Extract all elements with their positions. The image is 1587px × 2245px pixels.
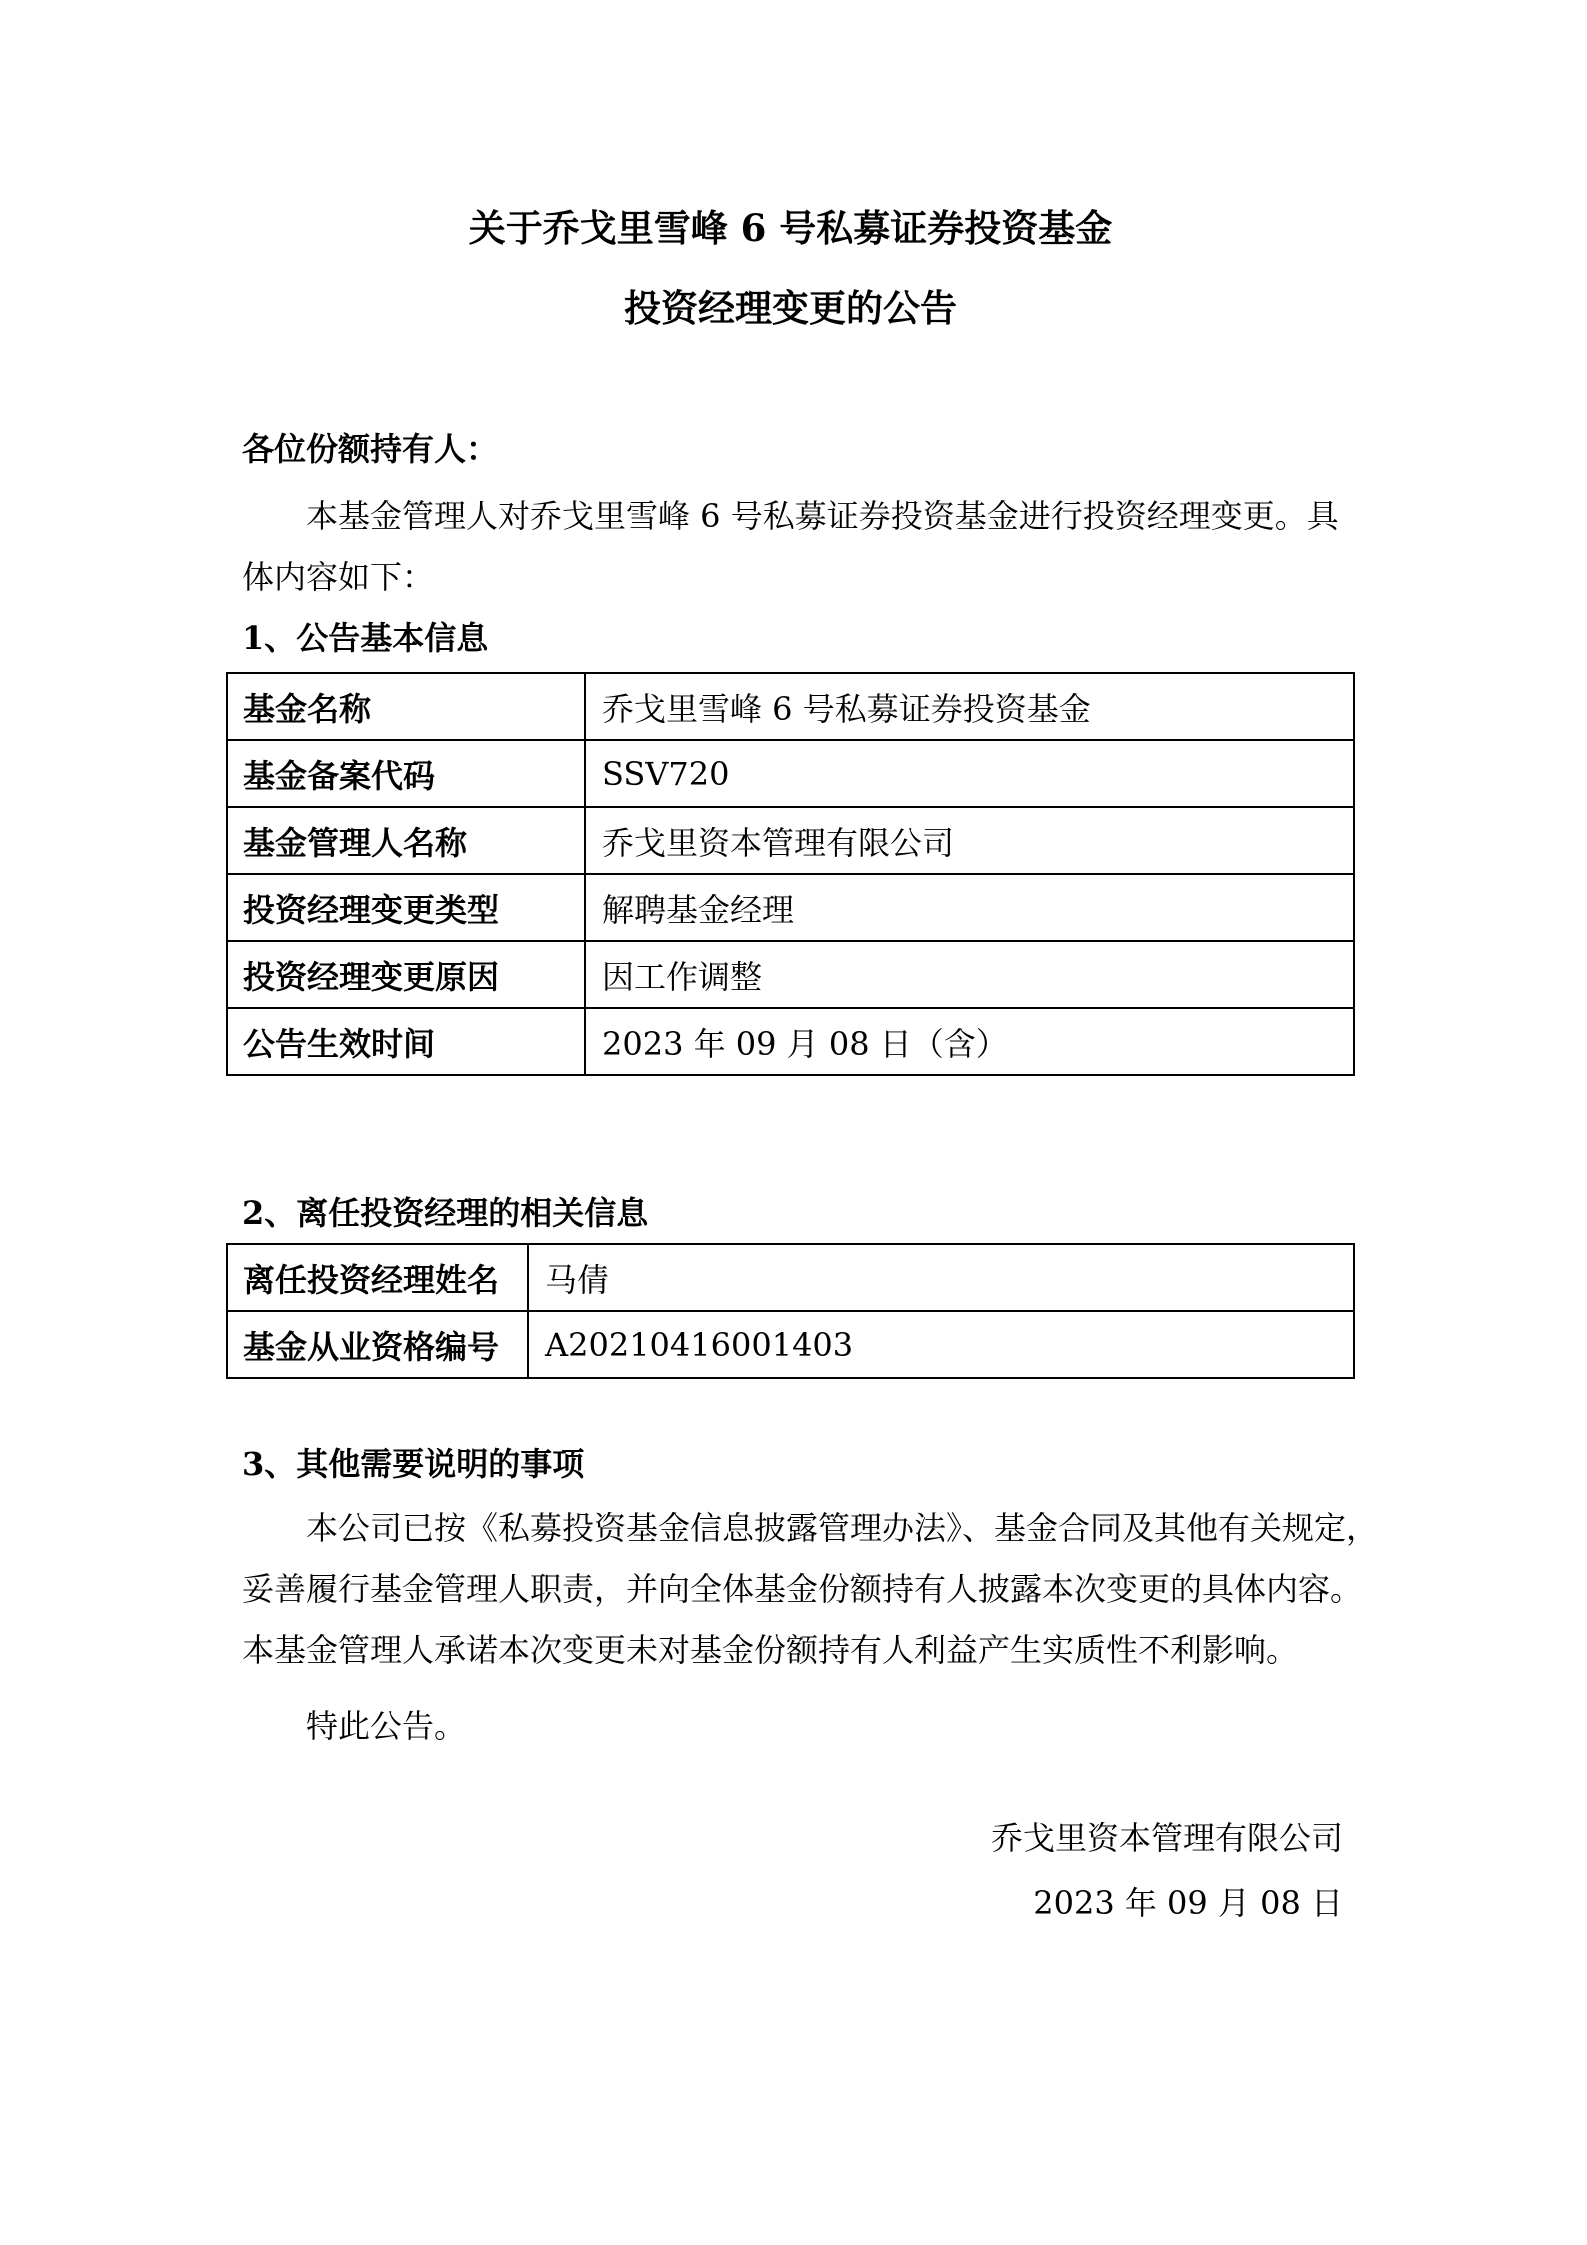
section-3-line-1: 本公司已按《私募投资基金信息披露管理办法》、基金合同及其他有关规定， <box>306 1509 1379 1547</box>
row-label-fund-name: 基金名称 <box>227 673 585 740</box>
intro-line-1: 本基金管理人对乔戈里雪峰 6 号私募证券投资基金进行投资经理变更。具 <box>306 497 1339 535</box>
document-title-line-2: 投资经理变更的公告 <box>624 286 957 330</box>
intro-line-2: 体内容如下： <box>242 558 435 596</box>
row-label-change-type: 投资经理变更类型 <box>227 874 585 941</box>
table-row <box>227 1244 1354 1311</box>
departing-manager-table <box>226 1243 1355 1379</box>
salutation: 各位份额持有人： <box>242 430 499 468</box>
table-row <box>227 874 1354 941</box>
section-2-heading: 2、离任投资经理的相关信息 <box>242 1194 649 1232</box>
row-value-qualification-number: A20210416001403 <box>528 1311 1354 1378</box>
row-value-filing-code: SSV720 <box>585 740 1354 807</box>
table-row <box>227 673 1354 740</box>
signature-company: 乔戈里资本管理有限公司 <box>990 1819 1343 1857</box>
row-value-change-reason: 因工作调整 <box>585 941 1354 1008</box>
closing-statement: 特此公告。 <box>306 1707 467 1745</box>
row-label-departing-manager-name: 离任投资经理姓名 <box>227 1244 528 1311</box>
row-value-departing-manager-name: 马倩 <box>528 1244 1354 1311</box>
section-3-paragraph <box>226 1498 1379 1681</box>
row-value-manager-name: 乔戈里资本管理有限公司 <box>585 807 1354 874</box>
table-row <box>227 807 1354 874</box>
row-value-fund-name: 乔戈里雪峰 6 号私募证券投资基金 <box>585 673 1354 740</box>
row-label-effective-date: 公告生效时间 <box>227 1008 585 1075</box>
row-label-qualification-number: 基金从业资格编号 <box>227 1311 528 1378</box>
row-label-manager-name: 基金管理人名称 <box>227 807 585 874</box>
basic-info-table <box>226 672 1355 1076</box>
row-value-effective-date: 2023 年 09 月 08 日（含） <box>585 1008 1354 1075</box>
row-value-change-type: 解聘基金经理 <box>585 874 1354 941</box>
row-label-change-reason: 投资经理变更原因 <box>227 941 585 1008</box>
table-row <box>227 941 1354 1008</box>
table-row <box>227 1008 1354 1075</box>
section-1-heading: 1、公告基本信息 <box>242 619 489 657</box>
section-3-heading: 3、其他需要说明的事项 <box>242 1445 585 1483</box>
table-row <box>227 740 1354 807</box>
table-row <box>227 1311 1354 1378</box>
document-content <box>226 0 1379 2245</box>
signature-date: 2023 年 09 月 08 日 <box>1033 1884 1343 1922</box>
intro-paragraph <box>226 486 1355 608</box>
row-label-filing-code: 基金备案代码 <box>227 740 585 807</box>
document-title-line-1: 关于乔戈里雪峰 6 号私募证券投资基金 <box>468 206 1113 250</box>
section-3-line-3: 本基金管理人承诺本次变更未对基金份额持有人利益产生实质性不利影响。 <box>242 1631 1299 1669</box>
section-3-line-2: 妥善履行基金管理人职责，并向全体基金份额持有人披露本次变更的具体内容。 <box>242 1570 1363 1608</box>
